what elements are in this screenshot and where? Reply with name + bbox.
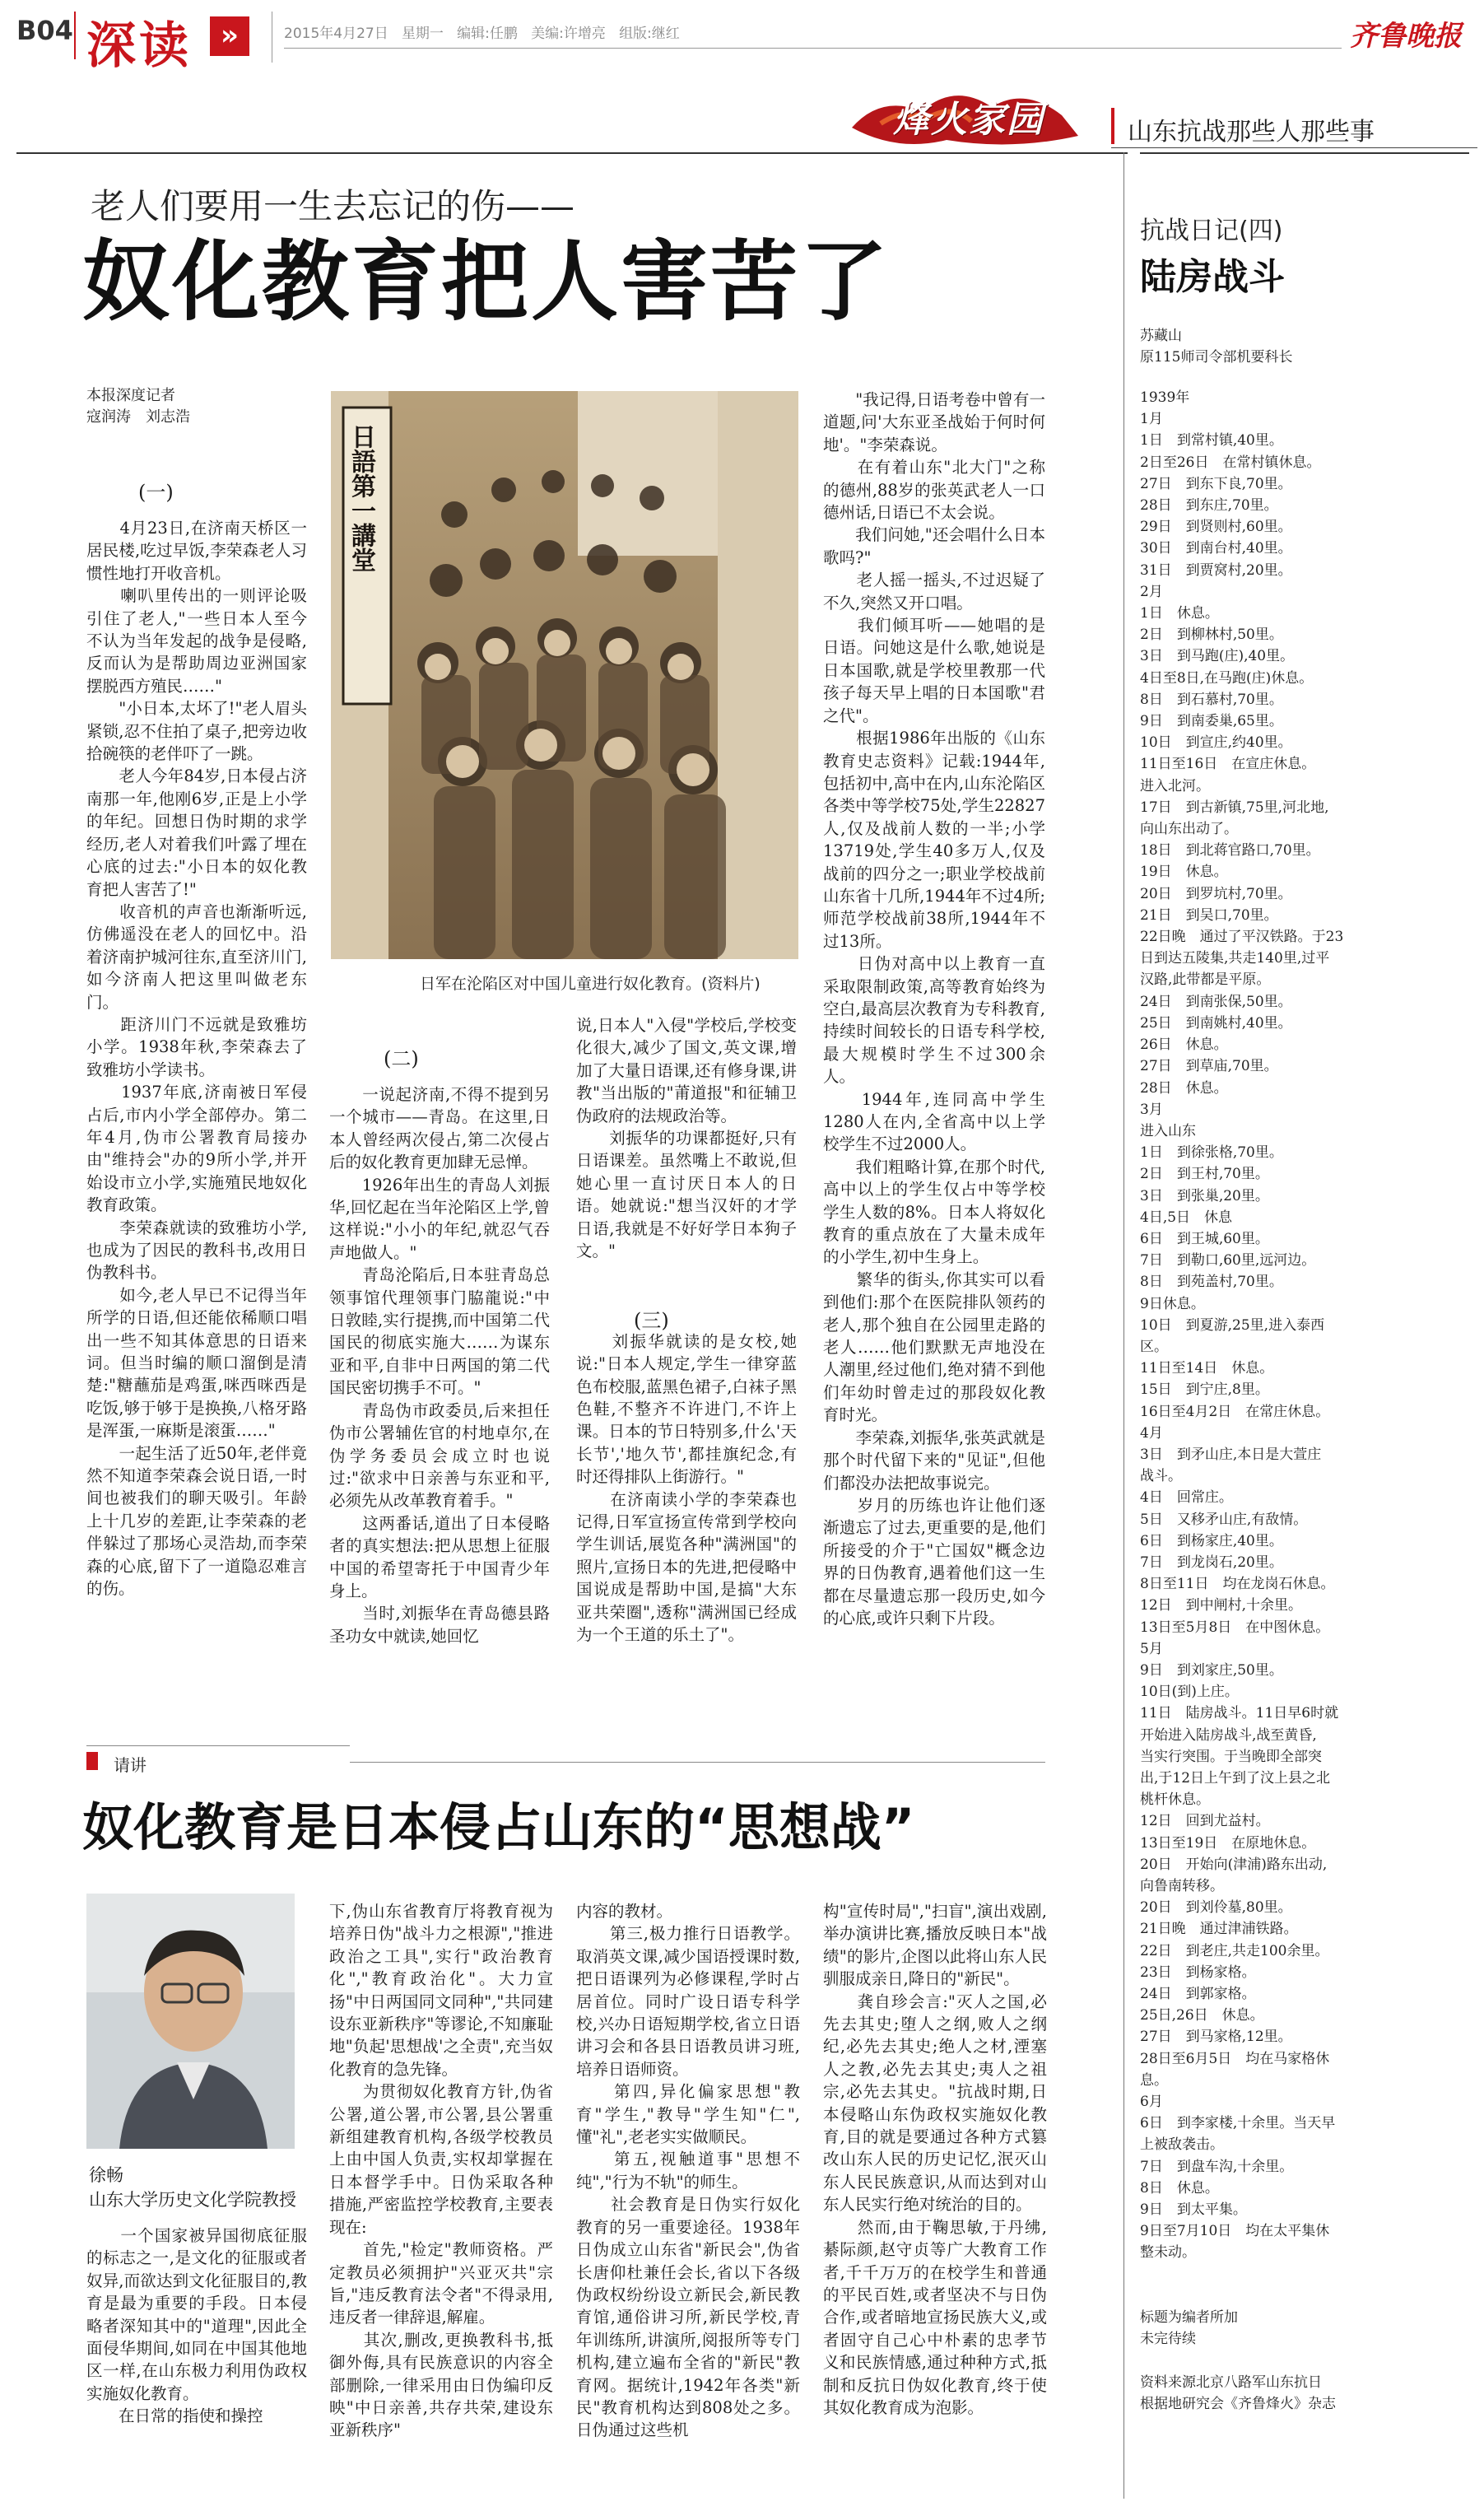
article1-column-3: 一说起济南,不得不提到另一个城市——青岛。在这里,日本人曾经两次侵占,第二次侵占后的奴化教育更加肆无忌惮。 1926年出生的青岛人刘振华,回忆起在当年沦陷区上学,曾这样说:"小小的年纪,就忍气吞声地做人。" 青岛沦陷后,日本驻青岛总领事馆代理领事门脇龍说:"中日敦睦,实行提携,而中国第二代国民的彻底实施大……为谋东亚和平,自非中日两国的第二代国民密切携手不可。" 青岛伪市政委员,后来担任伪市公署辅佐官的村地卓尔,在伪学务委员会成立时也说过:"欲求中日亲善与东亚和平,必须先从改革教育着手。" 这两番话,道出了日本侵略者的真实想法:把从思想上征服中国的希望寄托于中国青少年身上。 当时,刘振华在青岛德县路圣功女中就读,她回忆 bbox=[329, 1085, 550, 1646]
series-banner bbox=[848, 78, 1477, 161]
author-name: 徐畅 bbox=[89, 2165, 123, 2185]
author-portrait bbox=[86, 1894, 295, 2149]
layout-credit: 组版:继红 bbox=[619, 26, 680, 42]
editor-credit: 编辑:任鹏 bbox=[457, 26, 518, 42]
article1-kicker: 老人们要用一生去忘记的伤—— bbox=[91, 186, 575, 226]
section-title: 深读 bbox=[86, 17, 192, 75]
banner-subtitle-box bbox=[1111, 108, 1473, 147]
article2-title: 奴化教育是日本侵占山东的“思想战” bbox=[82, 1797, 915, 1857]
sidebar-author bbox=[1140, 325, 1292, 368]
masthead-divider-left bbox=[74, 12, 76, 59]
newspaper-logo: 齐鲁晚报 bbox=[1350, 20, 1462, 53]
section-marker-1: (一) bbox=[138, 481, 174, 504]
designer-credit: 美编:许增亮 bbox=[531, 26, 606, 42]
photo-caption: 日军在沦陷区对中国儿童进行奴化教育。(资料片) bbox=[420, 975, 761, 993]
sidebar-top-rule bbox=[1140, 152, 1469, 154]
masthead-info bbox=[284, 21, 680, 42]
article1-title: 奴化教育把人害苦了 bbox=[82, 231, 890, 333]
article2-column-1: 一个国家被异国彻底征服的标志之一,是文化的征服或者奴异,而欲达到文化征服目的,教育是最为重要的手段。日本侵略者深知其中的"道理",因此全面侵华期间,如同在中国其他地区一样,在山东极力利用伪政权实施奴化教育。 在日常的指使和操控 bbox=[86, 2226, 307, 2426]
sidebar-diary: 1939年 1月 1日 到常村镇,40里。 2日至26日 在常村镇休息。 27日 到东下良,70里。 28日 到东庄,70里。 29日 到贤则村,60里。 30日 到南台村,40里。 31日 到贾窝村,20里。 2月 1日 休息。 2日 到柳林村,50里。 3日 到马跑(庄),40里。 4日至8日,在马跑(庄)休息。 8日 到石慕村,70里。 9日 到南委巢,65里。 10日 到宣庄,约40里。 11日至16日 在宣庄休息。 进入北河。 17日 到古新镇,75里,河北地, 向山东出动了。 18日 到北蒋官路口,70里。 19日 休息。 20日 到罗坑村,70里。 21日 到吴口,70里。 22日晚 通过了平汉铁路。于23 日到达五陵集,共走140里,过平 汉路,此带都是平原。 24日 到南张保,50里。 25日 到南姚村,40里。 26日 休息。 27日 到草庙,70里。 28日 休息。 3月 进入山东 1日 到徐张格,70里。 2日 到王村,70里。 3日 到张巢,20里。 4日,5日 休息 6日 到王城,60里。 7日 到勒口,60里,远河边。 8日 到苑盖村,70里。 9日休息。 10日 到夏游,25里,进入泰西 区。 11日至14日 休息。 15日 到宁庄,8里。 16日至4月2日 在常庄休息。 4月 3日 到矛山庄,本日是大萱庄 战斗。 4日 回常庄。 5日 又移矛山庄,有敌情。 6日 到杨家庄,40里。 7日 到龙岗石,20里。 8日至11日 均在龙岗石休息。 12日 到中闸村,十余里。 13日至5月8日 在中图休息。 5月 9日 到刘家庄,50里。 10日(到)上庄。 11日 陆房战斗。11日早6时就 开始进入陆房战斗,战至黄昏, 当实行突围。于当晚即全部突 出,于12日上午到了汶上县之北 桃杆休息。 12日 回到尤益村。 13日至19日 在原地休息。 20日 开始向(津浦)路东出动, 向鲁南转移。 20日 到刘伶墓,80里。 21日晚 通过津浦铁路。 22日 到老庄,共走100余里。 23日 到杨家格。 24日 到郭家格。 25日,26日 休息。 27日 到马家格,12里。 28日至6月5日 均在马家格休 息。 6月 6日 到李家楼,十余里。当天早 上被敌袭击。 7日 到盘车沟,十余里。 8日 休息。 9日 到太平集。 9日至7月10日 均在太平集休 整未动。 标题为编者所加 未完待续 资料来源北京八路军山东抗日 根据地研究会《齐鲁烽火》杂志 bbox=[1140, 389, 1344, 2412]
sidebar-author-name: 苏藏山 bbox=[1140, 328, 1182, 344]
masthead-rule bbox=[284, 48, 1342, 49]
byline-role: 本报深度记者 bbox=[86, 387, 175, 404]
article1-photo bbox=[331, 391, 798, 959]
issue-date: 2015年4月27日 bbox=[284, 26, 388, 42]
section-marker-2: (二) bbox=[384, 1047, 419, 1070]
page-code: B04 bbox=[16, 15, 73, 46]
banner-subtitle: 山东抗战那些人那些事 bbox=[1128, 118, 1375, 147]
article1-column-4: 说,日本人"入侵"学校后,学校变化很大,减少了国文,英文课,增加了大量日语课,还有修身课,讲教"当出版的"莆道报"和征辅卫伪政府的法规政治等。 刘振华的功课都挺好,只有日语课差。虽然嘴上不敢说,但她心里一直讨厌日本人的日语。她就说:"想当汉奸的才学日语,我就是不好好学日本狗子文。" 刘振华就读的是女校,她说:"日本人规定,学生一律穿蓝色布校服,蓝黑色裙子,白袜子黑色鞋,不整齐不许进门,不许上课。日本的节日特别多,什么'天长节','地久节',都挂旗纪念,有时还得排队上街游行。" 在济南读小学的李荣森也记得,日军宣扬宣传常到学校向学生训话,展览各种"满洲国"的照片,宣扬日本的先进,把侵略中国说成是帮助中国,是搞"大东亚共荣圈",透称"满洲国已经成为一个王道的乐土了"。 bbox=[576, 1016, 797, 1644]
article2-column-3: 内容的教材。 第三,极力推行日语教学。取消英文课,减少国语授课时数,把日语课列为必修课程,学时占居首位。同时广设日语专科学校,兴办日语短期学校,省立日语讲习会和各县日语教员讲习班,培养日语师资。 第四,异化偏家思想"教育"学生,"教导"学生知"仁",懂"礼",老老实实做顺民。 第五,视触道事"思想不纯","行为不轨"的师生。 社会教育是日伪实行奴化教育的另一重要途径。1938年日伪成立山东省"新民会",伪省长唐仰杜兼任会长,省以下各级伪政权纷纷设立新民会,新民教育馆,通俗讲习所,新民学校,青年训练所,讲演所,阅报所等专门机构,建立遍布全省的"新民"教育网。据统计,1942年各类"新民"教育机构达到808处之多。日伪通过这些机 bbox=[576, 1902, 800, 2440]
banner-left-rule bbox=[16, 152, 1128, 154]
photo-sign: 日語第一講堂 bbox=[347, 424, 375, 572]
section-marker-3: (三) bbox=[634, 1309, 669, 1332]
article1-column-1: 4月23日,在济南天桥区一居民楼,吃过早饭,李荣森老人习惯性地打开收音机。 喇叭里传出的一则评论吸引住了老人,"一些日本人至今不认为当年发起的战争是侵略,反而认为是帮助周边亚洲国家摆脱西方殖民……" "小日本,太坏了!"老人眉头紧锁,忍不住拍了桌子,把旁边收拾碗筷的老伴吓了一跳。 老人今年84岁,日本侵占济南那一年,他刚6岁,正是上小学的年纪。回想日伪时期的求学经历,老人对着我们叶露了埋在心底的过去:"小日本的奴化教育把人害苦了!" 收音机的声音也渐渐听远,仿佛遥没在老人的回忆中。沿着济南护城河往东,直至济川门,如今济南人把这里叫做老东门。 距济川门不远就是致雅坊小学。1938年秋,李荣森去了致雅坊小学读书。 1937年底,济南被日军侵占后,市内小学全部停办。第二年4月,伪市公署教育局接办由"维持会"办的9所小学,并开始设市立小学,实施殖民地奴化教育政策。 李荣森就读的致雅坊小学,也成为了因民的教科书,改用日伪教科书。 如今,老人早已不记得当年所学的日语,但还能依稀顺口唱出一些不知其体意思的日语来词。但当时编的顺口溜倒是清楚:"糖蘸茄是鸡蛋,咪西咪西是吃饭,够于够于是换换,八格牙路是浑蛋,一麻斯是滚蛋……" 一起生活了近50年,老伴竟然不知道李荣森会说日语,一时间也被我们的聊天吸引。年龄上十几岁的差距,让李荣森的老伴躲过了那场心灵浩劫,而李荣森的心底,留下了一道隐忍难言的伤。 bbox=[86, 519, 307, 1599]
byline-names: 寇润涛 刘志浩 bbox=[86, 408, 190, 426]
banner-rule bbox=[1111, 147, 1477, 148]
article2-column-4: 构"宣传时局","扫盲",演出戏剧,举办演讲比赛,播放反映日本"战绩"的影片,企图以此将山东人民驯服成亲日,降日的"新民"。 龚自珍会言:"灭人之国,必先去其史;堕人之纲,败人之纲纪,必先去其史;绝人之材,湮塞人之教,必先去其史;夷人之祖宗,必先去其史。"抗战时期,日本侵略山东伪政权实施奴化教育,目的就是要通过各种方式篡改山东人民的历史记忆,泯灭山东人民民族意识,从而达到对山东人民实行绝对统治的目的。 然而,由于鞠思敏,于丹绋,綦际颜,赵守贞等广大教育工作者,千千万万的在校学生和普通的平民百姓,或者坚决不与日伪合作,或者暗地宣扬民族大义,或者固守自己心中朴素的忠孝节义和民族情感,通过种种方式,抵制和反抗日伪奴化教育,终于使其奴化教育成为泡影。 bbox=[823, 1902, 1047, 2417]
article1-column-5: "我记得,日语考卷中曾有一道题,问'大东亚圣战始于何时何地'。"李荣森说。 在有着山东"北大门"之称的德州,88岁的张英武老人一口德州话,日语已不太会说。 我们问她,"还会唱什么日本歌吗?" 老人摇一摇头,不过迟疑了不久,突然又开口唱。 我们倾耳听——她唱的是日语。问她这是什么歌,她说是日本国歌,就是学校里教那一代孩子每天早上唱的日本国歌"君之代"。 根据1986年出版的《山东教育史志资料》记载:1944年,包括初中,高中在内,山东沦陷区各类中等学校75处,学生22827人,仅及战前人数的一半;小学13719处,学生40多万人,仅及战前的四分之一;职业学校战前山东省十几所,1944年不过4所;师范学校战前38所,1944年不过13所。 日伪对高中以上教育一直采取限制政策,高等教育始终为空白,最高层次教育为专科教育,持续时间较长的日语专科学校,最大规模时学生不过300余人。 1944年,连同高中学生1280人在内,全省高中以上学校学生不过2000人。 我们粗略计算,在那个时代,高中以上的学生仅占中等学校学生人数的8%。日本人将奴化教育的重点放在了大量未成年的小学生,初中生身上。 繁华的街头,你其实可以看到他们:那个在医院排队领药的老人,那个独自在公园里走路的老人……他们默默无声地没在人潮里,经过他们,绝对猜不到他们年幼时曾走过的那段奴化教育时光。 李荣森,刘振华,张英武就是那个时代留下来的"见证",但他们都没办法把故事说完。 岁月的历练也许让他们逐渐遗忘了过去,更重要的是,他们所接受的介于"亡国奴"概念边界的日伪教育,遇着他们这一生都在尽量遗忘那一段历史,如今的心底,或许只剩下片段。 bbox=[823, 390, 1045, 1628]
issue-weekday: 星期一 bbox=[401, 26, 444, 42]
article2-tag-marker bbox=[86, 1752, 98, 1770]
article2-column-2: 下,伪山东省教育厅将教育视为培养日伪"战斗力之根源","推进政治之工具",实行"政治教育化","教育政治化"。大力宣扬"中日两国同文同种","共同建设东亚新秩序"等谬论,不知廉耻地"负起'思想战'之全责",充当奴化教育的急先锋。 为贯彻奴化教育方针,伪省公署,道公署,市公署,县公署重新组建教育机构,各级学校教员上由中国人负责,实权却掌握在日本督学手中。日伪采取各种措施,严密监控学校教育,主要表现在: 首先,"检定"教师资格。严定教员必须拥护"兴亚灭共"宗旨,"违反教育法令者"不得录用,违反者一律辞退,解雇。 其次,删改,更换教科书,抵御外侮,具有民族意识的内容全部删除,一律采用由日伪编印反映"中日亲善,共存共荣,建设东亚新秩序" bbox=[329, 1902, 553, 2440]
banner-logo: 烽火家园 bbox=[893, 99, 1044, 141]
author-photo bbox=[86, 1894, 295, 2149]
author-title: 山东大学历史文化学院教授 bbox=[89, 2190, 296, 2210]
masthead bbox=[0, 0, 1484, 74]
sidebar-divider bbox=[1123, 152, 1124, 2499]
article1-byline bbox=[86, 385, 190, 428]
sidebar-title: 陆房战斗 bbox=[1140, 256, 1285, 298]
sidebar-author-post: 原115师司令部机要科长 bbox=[1140, 349, 1293, 366]
sidebar-series: 抗战日记(四) bbox=[1140, 217, 1283, 245]
section-arrow-icon: » bbox=[210, 16, 249, 56]
article2-tag: 请讲 bbox=[105, 1752, 155, 1776]
classroom-photo-illustration bbox=[331, 391, 798, 959]
